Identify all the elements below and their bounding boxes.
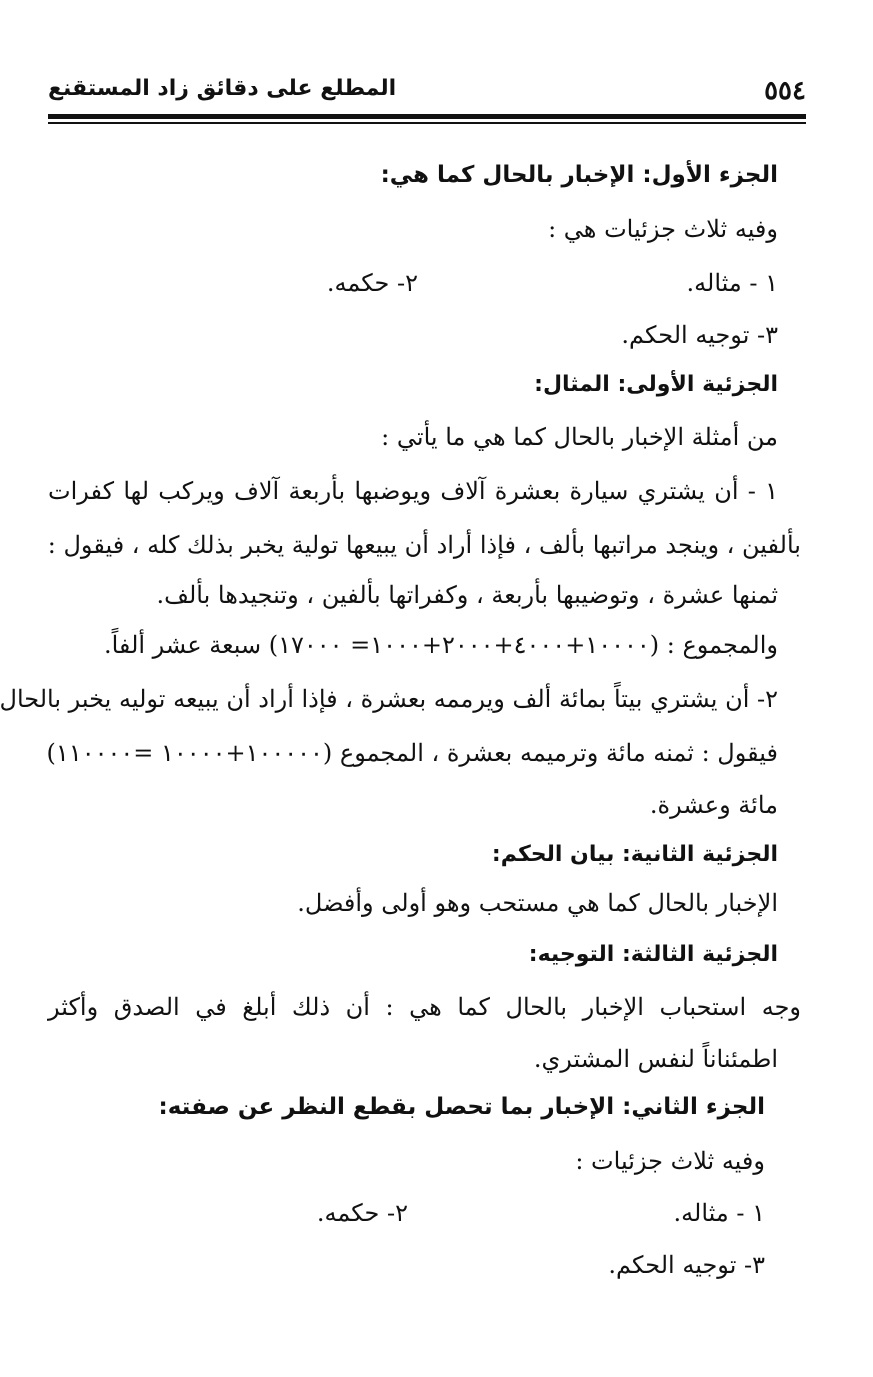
sub3-line2: اطمئناناً لنفس المشتري. (533, 1045, 778, 1073)
page-header (48, 70, 806, 114)
part2-item-1: ١ - مثاله. (673, 1199, 765, 1227)
example1-line1: ١ - أن يشتري سيارة بعشرة آلاف ويوضبها بأربعة آلاف ويركب لها كفرات (48, 477, 778, 505)
sub1-intro: من أمثلة الإخبار بالحال كما هي ما يأتي : (381, 423, 778, 451)
sub2-text: الإخبار بالحال كما هي مستحب وهو أولى وأفضل. (297, 889, 778, 917)
page-number: ٥٥٤ (764, 76, 806, 106)
example2-line2: فيقول : ثمنه مائة وترميمه بعشرة ، المجموع (١٠٠٠٠٠+١٠٠٠٠ =١١٠٠٠٠) (46, 739, 778, 767)
sub2-heading: الجزئية الثانية: بيان الحكم: (491, 842, 778, 867)
example1-line4: والمجموع : (١٠٠٠٠+٤٠٠٠+٢٠٠٠+١٠٠٠= ١٧٠٠٠) سبعة عشر ألفاً. (103, 631, 778, 659)
header-rule-thick (48, 114, 806, 119)
header-rule-thin (48, 122, 806, 124)
part1-intro: وفيه ثلاث جزئيات هي : (548, 215, 778, 243)
part1-item-2: ٢- حكمه. (326, 269, 418, 297)
sub1-heading: الجزئية الأولى: المثال: (534, 372, 778, 397)
part2-item-3: ٣- توجيه الحكم. (608, 1251, 765, 1279)
sub3-line1: وجه استحباب الإخبار بالحال كما هي : أن ذلك أبلغ في الصدق وأكثر (48, 993, 801, 1021)
example2-line3: مائة وعشرة. (649, 791, 778, 819)
part2-heading: الجزء الثاني: الإخبار بما تحصل بقطع النظر عن صفته: (158, 1094, 765, 1120)
part2-item-2: ٢- حكمه. (316, 1199, 408, 1227)
part1-item-3: ٣- توجيه الحكم. (621, 321, 778, 349)
example1-line3: ثمنها عشرة ، وتوضيبها بأربعة ، وكفراتها بألفين ، وتنجيدها بألف. (156, 581, 778, 609)
part1-item-1: ١ - مثاله. (686, 269, 778, 297)
running-title: المطلع على دقائق زاد المستقنع (48, 76, 397, 101)
part2-intro: وفيه ثلاث جزئيات : (575, 1147, 765, 1175)
sub3-heading: الجزئية الثالثة: التوجيه: (528, 942, 778, 967)
part1-heading: الجزء الأول: الإخبار بالحال كما هي: (380, 162, 778, 188)
example2-line1: ٢- أن يشتري بيتاً بمائة ألف ويرممه بعشرة ، فإذا أراد أن يبيعه توليه يخبر بالحال (0, 685, 778, 713)
example1-line2: بألفين ، وينجد مراتبها بألف ، فإذا أراد أن يبيعها تولية يخبر بذلك كله ، فيقول : (47, 531, 801, 559)
